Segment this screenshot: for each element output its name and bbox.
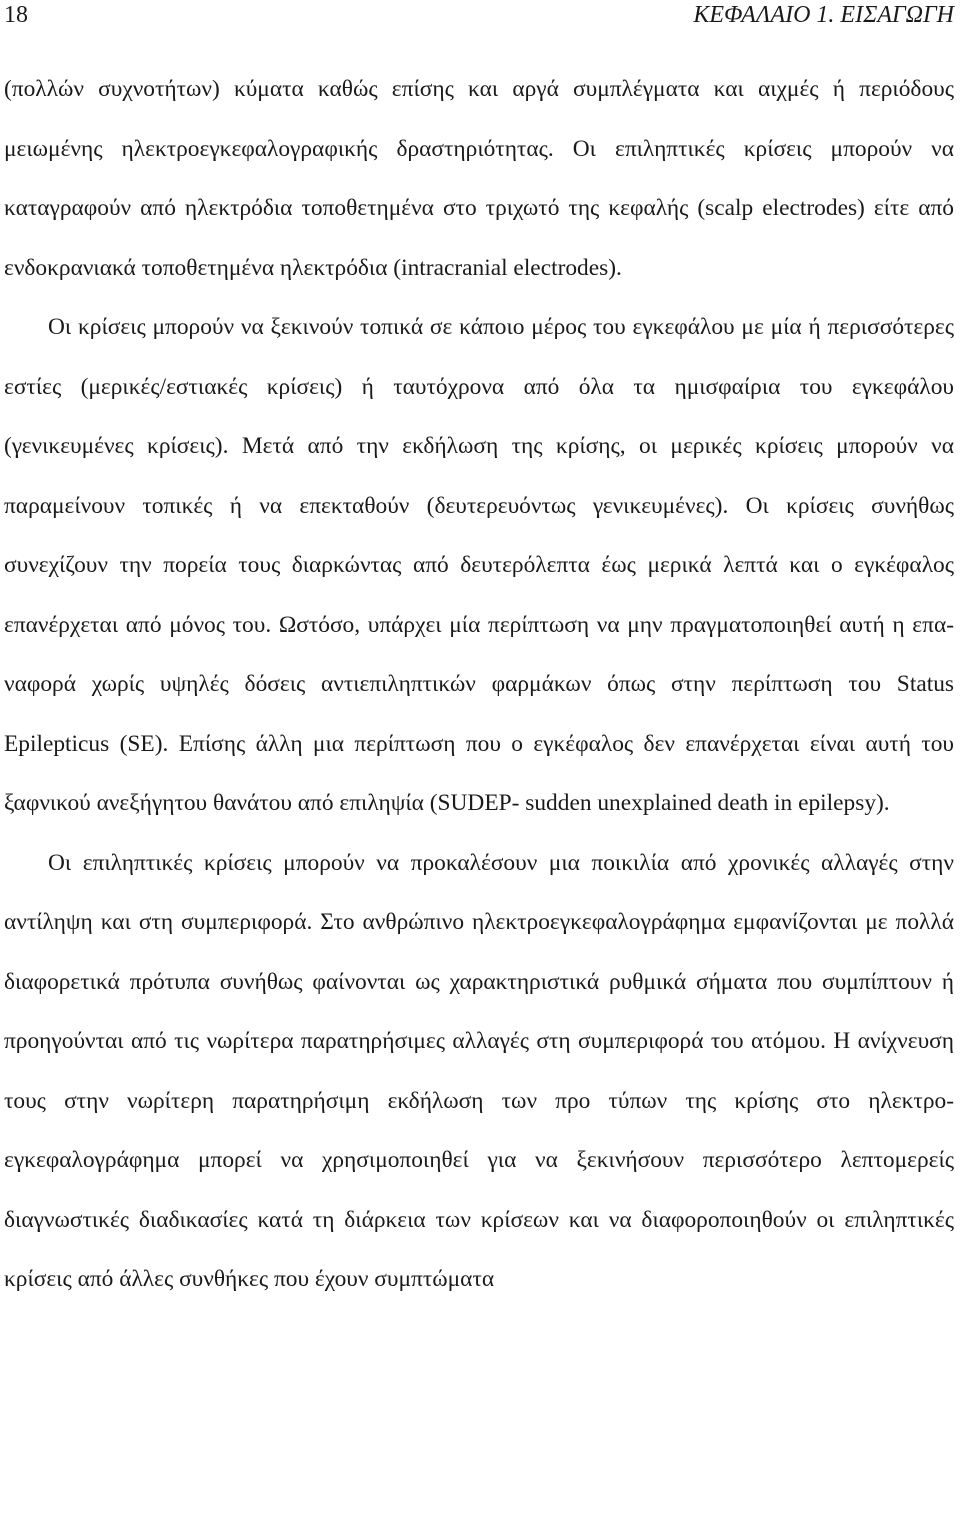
page-number: 18 [4, 2, 28, 28]
chapter-title: ΚΕΦΑΛΑΙΟ 1. ΕΙΣΑΓΩΓΗ [693, 2, 954, 28]
paragraph-continued: (πολλών συχνοτήτων) κύματα καθώς επίσης και αργά συμπλέγματα και αιχμές ή περιόδους μειωμένης ηλεκτροεγκεφαλογραφικής δραστηριότητας. Οι επιληπτικές κρίσεις μπορούν να καταγραφούν από ηλεκτρόδια τοποθετημένα στο τριχωτό της κεφαλής (scalp electrodes) είτε από ενδοκρανιακά τοποθετημένα ηλεκτρόδια (intracranial electrodes). [4, 76, 954, 281]
running-header [4, 0, 954, 34]
paragraph-seizure-types: Οι κρίσεις μπορούν να ξεκινούν τοπικά σε κάποιο μέρος του εγκεφάλου με μία ή περισσότερες εστίες (μερικές/εστιακές κρίσεις) ή ταυτόχρονα από όλα τα ημισφαίρια του εγκεφάλου (γενικευμένες κρίσεις). Μετά από την εκδήλωση της κρίσης, οι μερικές κρίσεις μπορούν να παραμείνουν τοπικές ή να επεκταθούν (δευτερευόντως γενικευμένες). Οι κρίσεις συνήθως συνεχίζουν την πορεία τους διαρκώντας από δευτερόλεπτα έως μερικά λεπτά και ο εγκέφαλος επανέρχεται από μόνος του. Ωστόσο, υπάρχει μία περίπτωση να μην πραγματοποιηθεί αυτή η επαναφορά χωρίς υψηλές δόσεις αντιεπιληπτικών φαρμάκων όπως στην περίπτωση του Status Epilepticus (SE). Επίσης άλλη μια περίπτωση που ο εγκέφαλος δεν επανέρχεται είναι αυτή του ξαφνικού ανεξήγητου θανάτου από επιληψία (SUDEP- sudden unexplained death in epilepsy). [4, 314, 954, 816]
paragraph-eeg-patterns: Οι επιληπτικές κρίσεις μπορούν να προκαλέσουν μια ποικιλία από χρονικές αλλαγές στην αντίληψη και στη συμπεριφορά. Στο ανθρώπινο ηλεκτροεγκεφαλογράφημα εμφανίζονται με πολλά διαφορετικά πρότυπα συνήθως φαίνονται ως χαρακτηριστικά ρυθμικά σήματα που συμπίπτουν ή προηγούνται από τις νωρίτερα παρατηρήσιμες αλλαγές στη συμπεριφορά του ατόμου. Η ανίχνευση τους στην νωρίτερη παρατηρήσιμη εκδήλωση των προ τύπων της κρίσης στο ηλεκτροεγκεφαλογράφημα μπορεί να χρησιμοποιηθεί για να ξεκινήσουν περισσότερο λεπτομερείς διαγνωστικές διαδικασίες κατά τη διάρκεια των κρίσεων και να διαφοροποιηθούν οι επιληπτικές κρίσεις από άλλες συνθήκες που έχουν συμπτώματα [4, 849, 954, 1292]
body-text [4, 60, 954, 1310]
